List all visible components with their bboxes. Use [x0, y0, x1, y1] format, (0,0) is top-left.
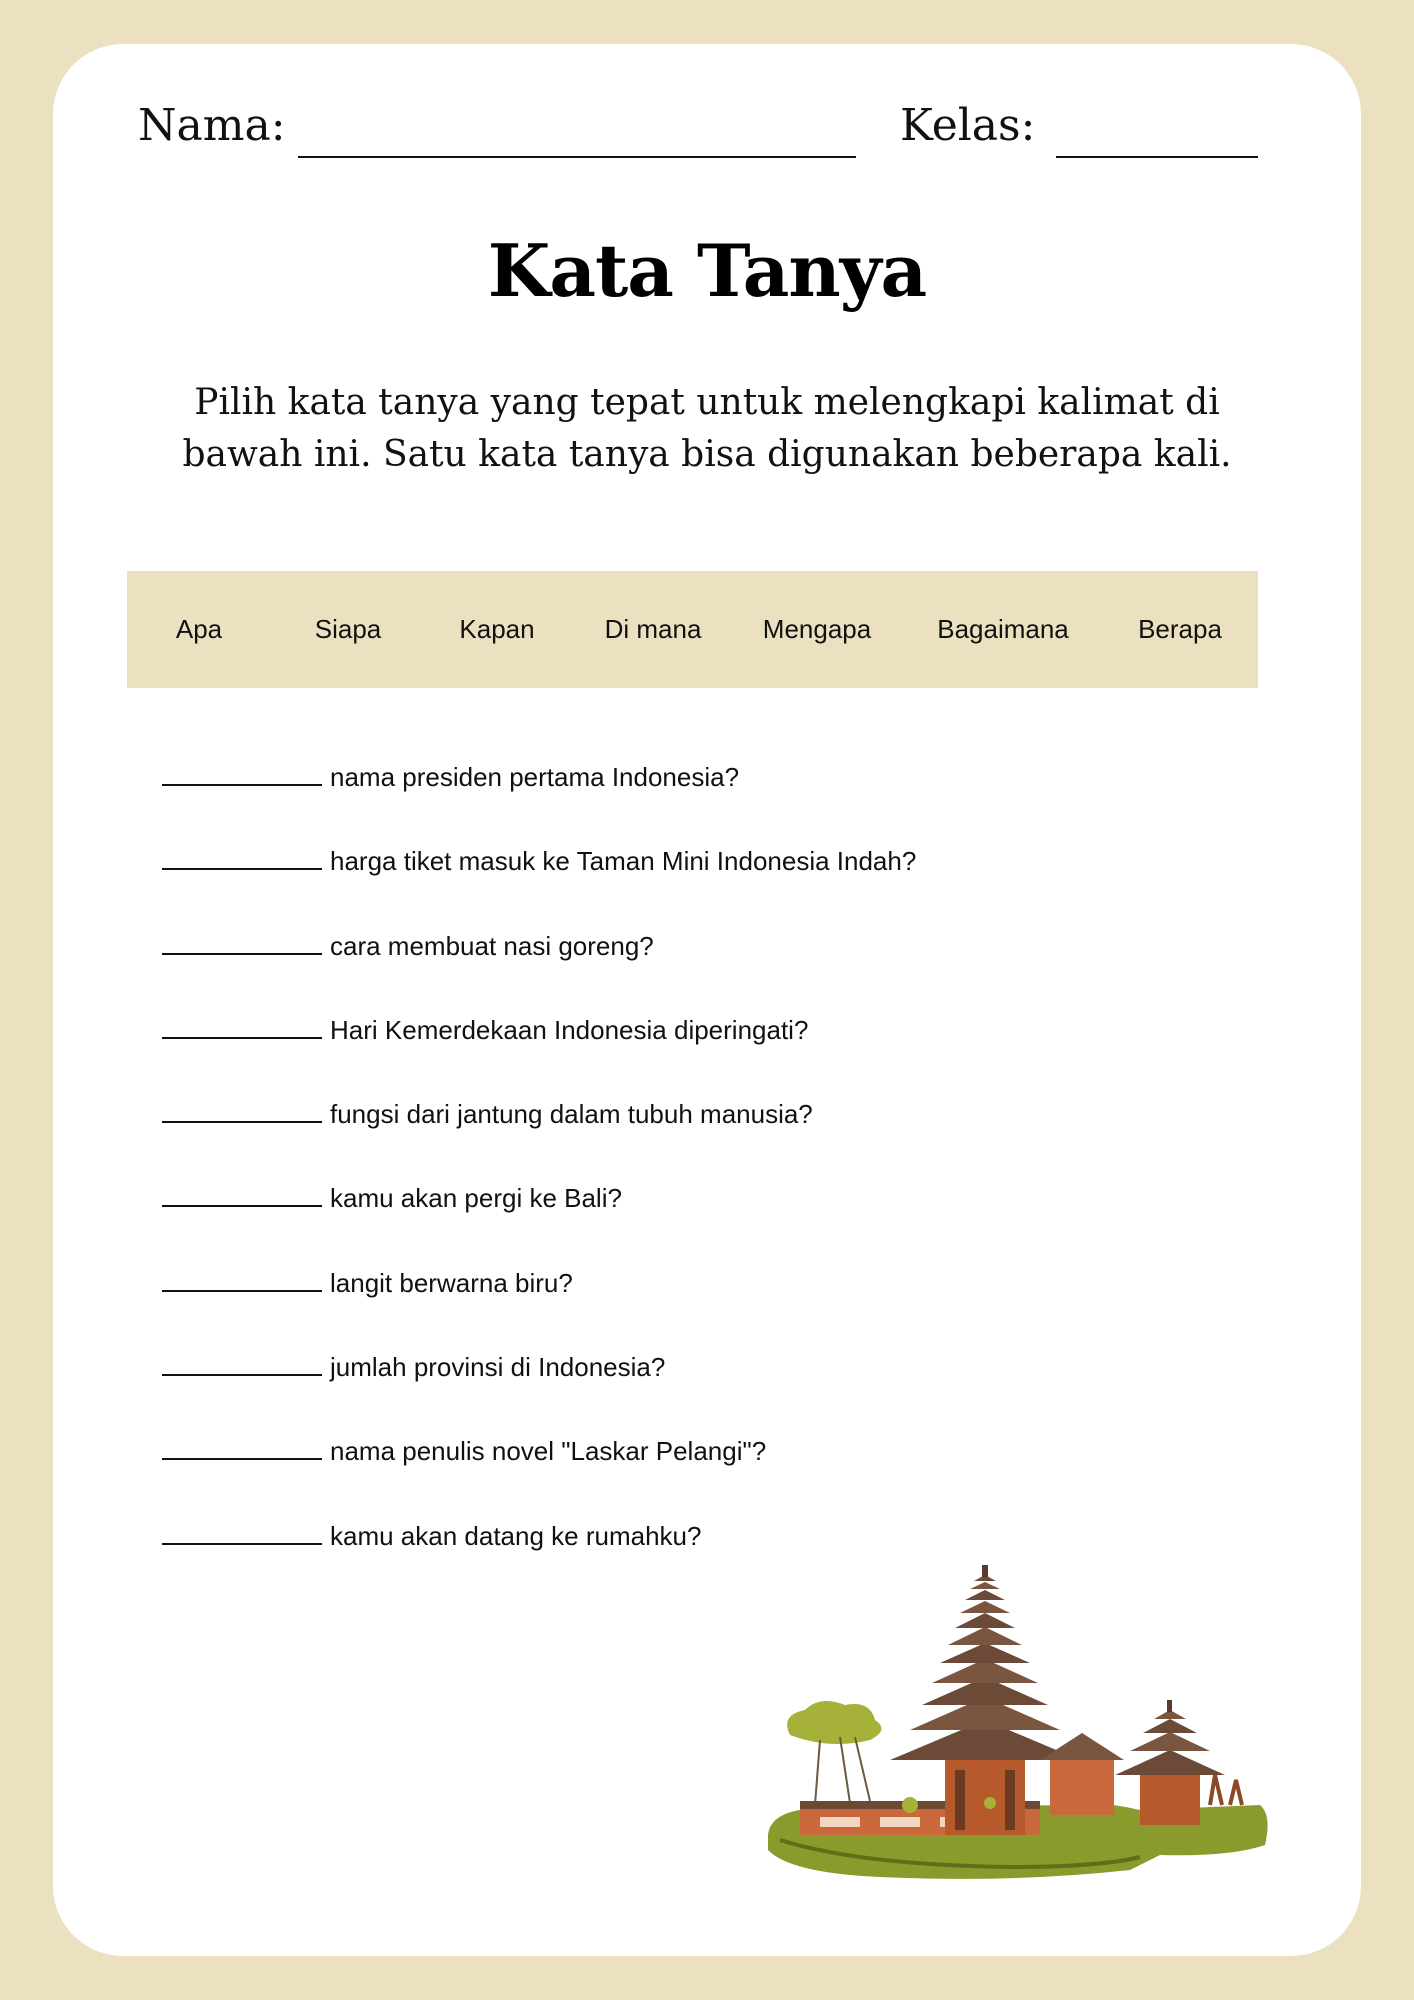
question-item [162, 929, 1162, 1013]
question-item [162, 1097, 1162, 1181]
question-text: fungsi dari jantung dalam tubuh manusia? [330, 1099, 813, 1130]
answer-blank[interactable] [162, 1181, 322, 1207]
word-bank-item: Bagaimana [937, 614, 1069, 644]
name-field[interactable] [298, 156, 856, 158]
answer-blank[interactable] [162, 1097, 322, 1123]
question-text: kamu akan pergi ke Bali? [330, 1183, 622, 1214]
word-bank-item: Berapa [1138, 614, 1222, 644]
question-item [162, 1013, 1162, 1097]
student-info-row [138, 100, 1258, 170]
answer-blank[interactable] [162, 1434, 322, 1460]
word-bank-item: Mengapa [762, 614, 872, 644]
question-text: harga tiket masuk ke Taman Mini Indonesia Indah? [330, 846, 917, 877]
word-bank [127, 571, 1258, 688]
answer-blank[interactable] [162, 1013, 322, 1039]
balinese-temple-icon [760, 1505, 1280, 1885]
word-bank-item: Siapa [314, 614, 382, 644]
question-item [162, 1350, 1162, 1434]
answer-blank[interactable] [162, 929, 322, 955]
answer-blank[interactable] [162, 760, 322, 786]
question-text: nama presiden pertama Indonesia? [330, 762, 740, 792]
word-bank-item: Di mana [604, 614, 702, 644]
word-bank-item: Apa [175, 614, 223, 644]
question-text: cara membuat nasi goreng? [330, 930, 654, 961]
question-text: jumlah provinsi di Indonesia? [330, 1352, 666, 1383]
instructions-text: Pilih kata tanya yang tepat untuk melengkapi kalimat di bawah ini. Satu kata tanya bisa digunakan beberapa kali. [182, 382, 1232, 475]
question-item [162, 844, 1162, 928]
answer-blank[interactable] [162, 1350, 322, 1376]
question-text: kamu akan datang ke rumahku? [330, 1520, 702, 1551]
word-bank-item: Kapan [459, 614, 535, 644]
class-field[interactable] [1056, 156, 1258, 158]
worksheet-title: Kata Tanya [487, 228, 927, 313]
answer-blank[interactable] [162, 1266, 322, 1292]
name-label: Nama: [138, 100, 286, 151]
answer-blank[interactable] [162, 1519, 322, 1545]
question-list [162, 760, 1162, 1603]
question-text: nama penulis novel "Laskar Pelangi"? [330, 1436, 767, 1467]
class-label: Kelas: [900, 100, 1036, 151]
question-text: Hari Kemerdekaan Indonesia diperingati? [330, 1014, 809, 1045]
question-text: langit berwarna biru? [330, 1267, 573, 1298]
question-item [162, 1181, 1162, 1265]
answer-blank[interactable] [162, 844, 322, 870]
question-item [162, 1266, 1162, 1350]
question-item [162, 760, 1162, 844]
